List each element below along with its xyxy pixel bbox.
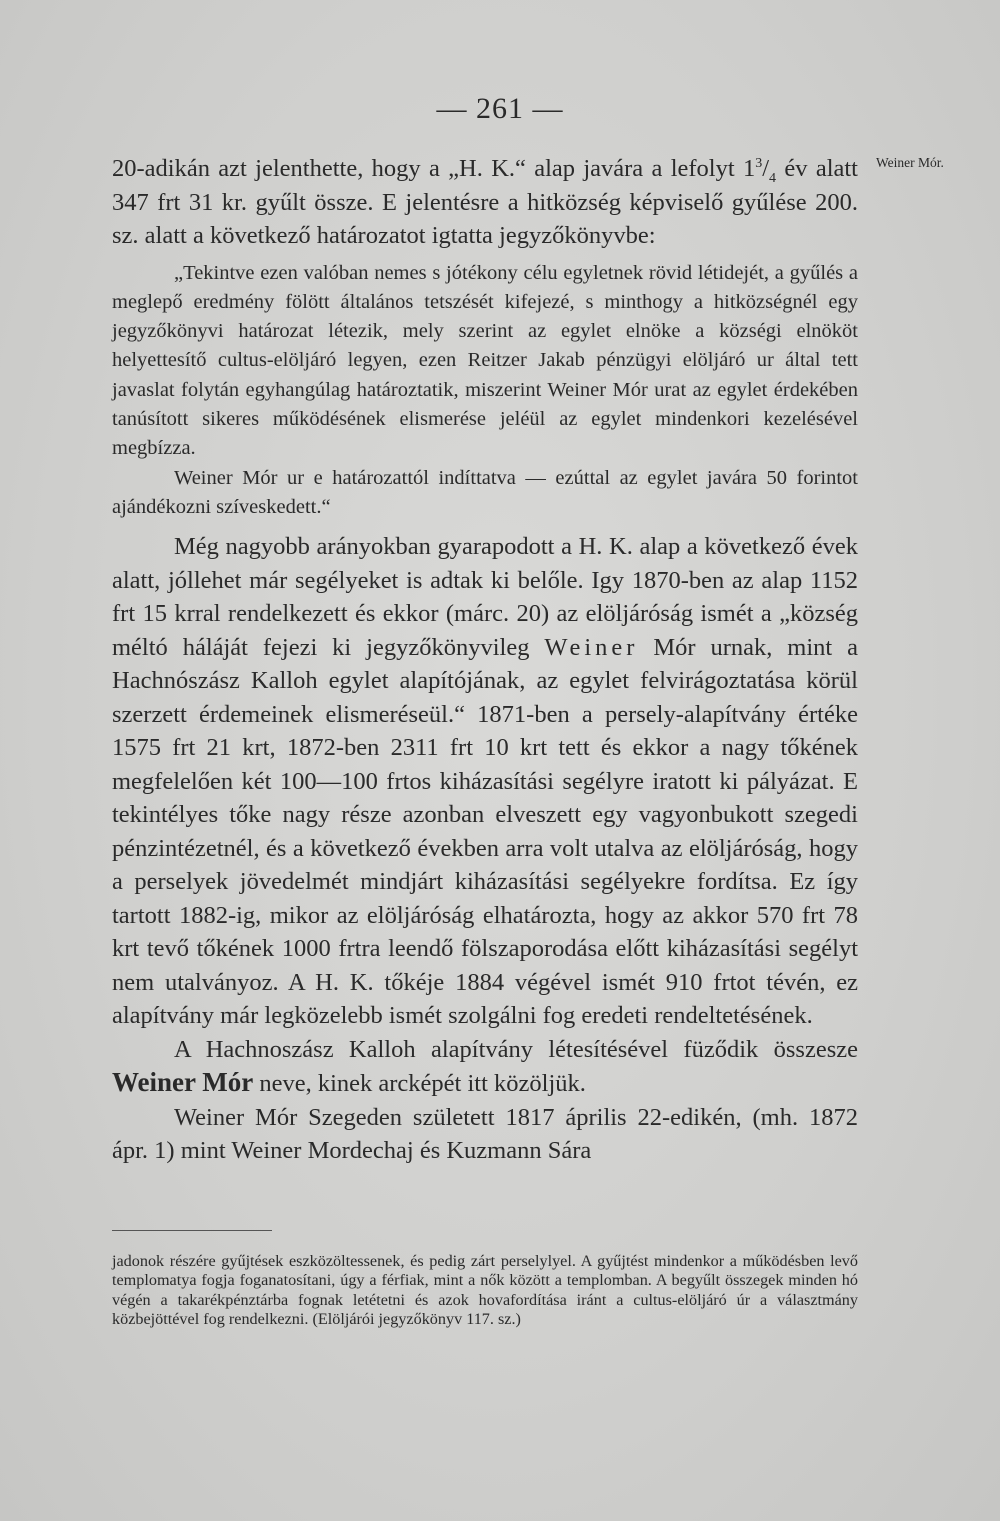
margin-note: Weiner Mór. xyxy=(876,155,944,170)
page-number: — 261 — xyxy=(436,92,564,125)
paragraph-3-start: A Hachnoszász Kalloh alapítvány létesítésével füződik összesze xyxy=(174,1035,858,1063)
quote-paragraph-1: „Tekintve ezen valóban nemes s jótékony célu egyletnek rövid létidejét, a gyűlés a meglepő eredmény fölött általános tetszését kifejezé, s minthogy a hitközségnél egy jegyzőkönyvi határozat létezik, mely szerint az egylet elnöke a községi elnököt helyettesítő cultus-elöljáró legyen, ezen Reitzer Jakab pénzügyi elöljáró ur által tett javaslat folytán egyhangúlag határoztatik, miszerint Weiner Mór urat az egylet érdekében tanúsított sikeres működésének elismerése jeléül az egylet mindenkori kezelésével megbízza. xyxy=(112,261,858,460)
paragraph-1 xyxy=(112,152,858,253)
spaced-name: Weiner xyxy=(544,633,639,661)
fraction-denominator: 4 xyxy=(769,170,777,186)
paragraph-2-end: Mór urnak, mint a Hachnószász Kalloh egylet alapítójának, az egylet felvirágoztatása körül szerzett érdemeinek elismeréseül.“ 1871-ben a persely-alapítvány értéke 1575 frt 21 krt, 1872-ben 2311 frt 10 krt tett és ekkor a nagy tőkének megfelelően két 100—100 frtos kiházasítási segélyre iratott ki pályázat. E tekintélyes tőke nagy része azonban elveszett egy vagyonbukott szegedi pénzintézetnél, és a következő években arra volt utalva az elöljáróság, hogy a perselyek jövedelmét mindjárt kiházasítási segélyekre fordítsa. Ez így tartott 1882-ig, mikor az elöljáróság elhatározta, hogy az akkor 570 frt 78 krt tevő tőkének 1000 frtra leendő fölszaporodása előtt kiházasítási segélyt nem utalványoz. A H. K. tőkéje 1884 végével ismét 910 frtot tévén, ez alapítvány már legközelebb ismét szolgálni fog eredeti rendeltetésének. xyxy=(112,633,858,1030)
paragraph-3-end: neve, kinek arcképét itt közöljük. xyxy=(253,1070,586,1098)
paragraph-1-end: év alatt 347 frt 31 kr. gyűlt össze. E jelentésre a hitközség képviselő gyűlése 200. sz. alatt a következő határozatot igtatta jegyzőkönyvbe: xyxy=(112,155,858,249)
fraction-slash: / xyxy=(762,155,770,182)
paragraph-2 xyxy=(112,530,858,1033)
paragraph-1-start: 20-adikán azt jelenthette, hogy a „H. K.“ alap javára a lefolyt 1 xyxy=(112,155,756,182)
quote-paragraph-2: Weiner Mór ur e határozattól indíttatva — ezúttal az egylet javára 50 forintot ajándékozni szíveskedett.“ xyxy=(112,466,858,518)
paragraph-3 xyxy=(112,1033,858,1101)
resolution-quote xyxy=(112,259,858,523)
main-text xyxy=(112,152,858,1168)
paragraph-4: Weiner Mór Szegeden született 1817 április 22-edikén, (mh. 1872 ápr. 1) mint Weiner Mordechaj és Kuzmann Sára xyxy=(112,1103,858,1165)
footnote: jadonok részére gyűjtések eszközöltessenek, és pedig zárt perselylyel. A gyűjtést mindenkor a működésben levő templomatya fogja foganatosítani, úgy a férfiak, mint a nők között a templomban. A begyűlt összegek minden hó végén a takarékpénztárba fognak letétetni és azok hovafordítása iránt a cultus-elöljáró úr a választmány közbejöttével fog rendelkezni. (Elöljárói jegyzőkönyv 117. sz.) xyxy=(112,1252,858,1329)
fraction-numerator: 3 xyxy=(755,155,763,171)
footnote-divider xyxy=(112,1230,272,1231)
paragraph-2-start: Még nagyobb arányokban gyarapodott a H. K. alap a következő évek alatt, jóllehet már segélyeket is adtak ki belőle. Igy 1870-ben az alap 1152 frt 15 krral rendelkezett és ekkor (márc. 20) az elöljáróság ismét a „község méltó háláját fejezi ki jegyzőkönyvileg xyxy=(112,533,858,661)
bold-name: Weiner Mór xyxy=(112,1067,254,1098)
